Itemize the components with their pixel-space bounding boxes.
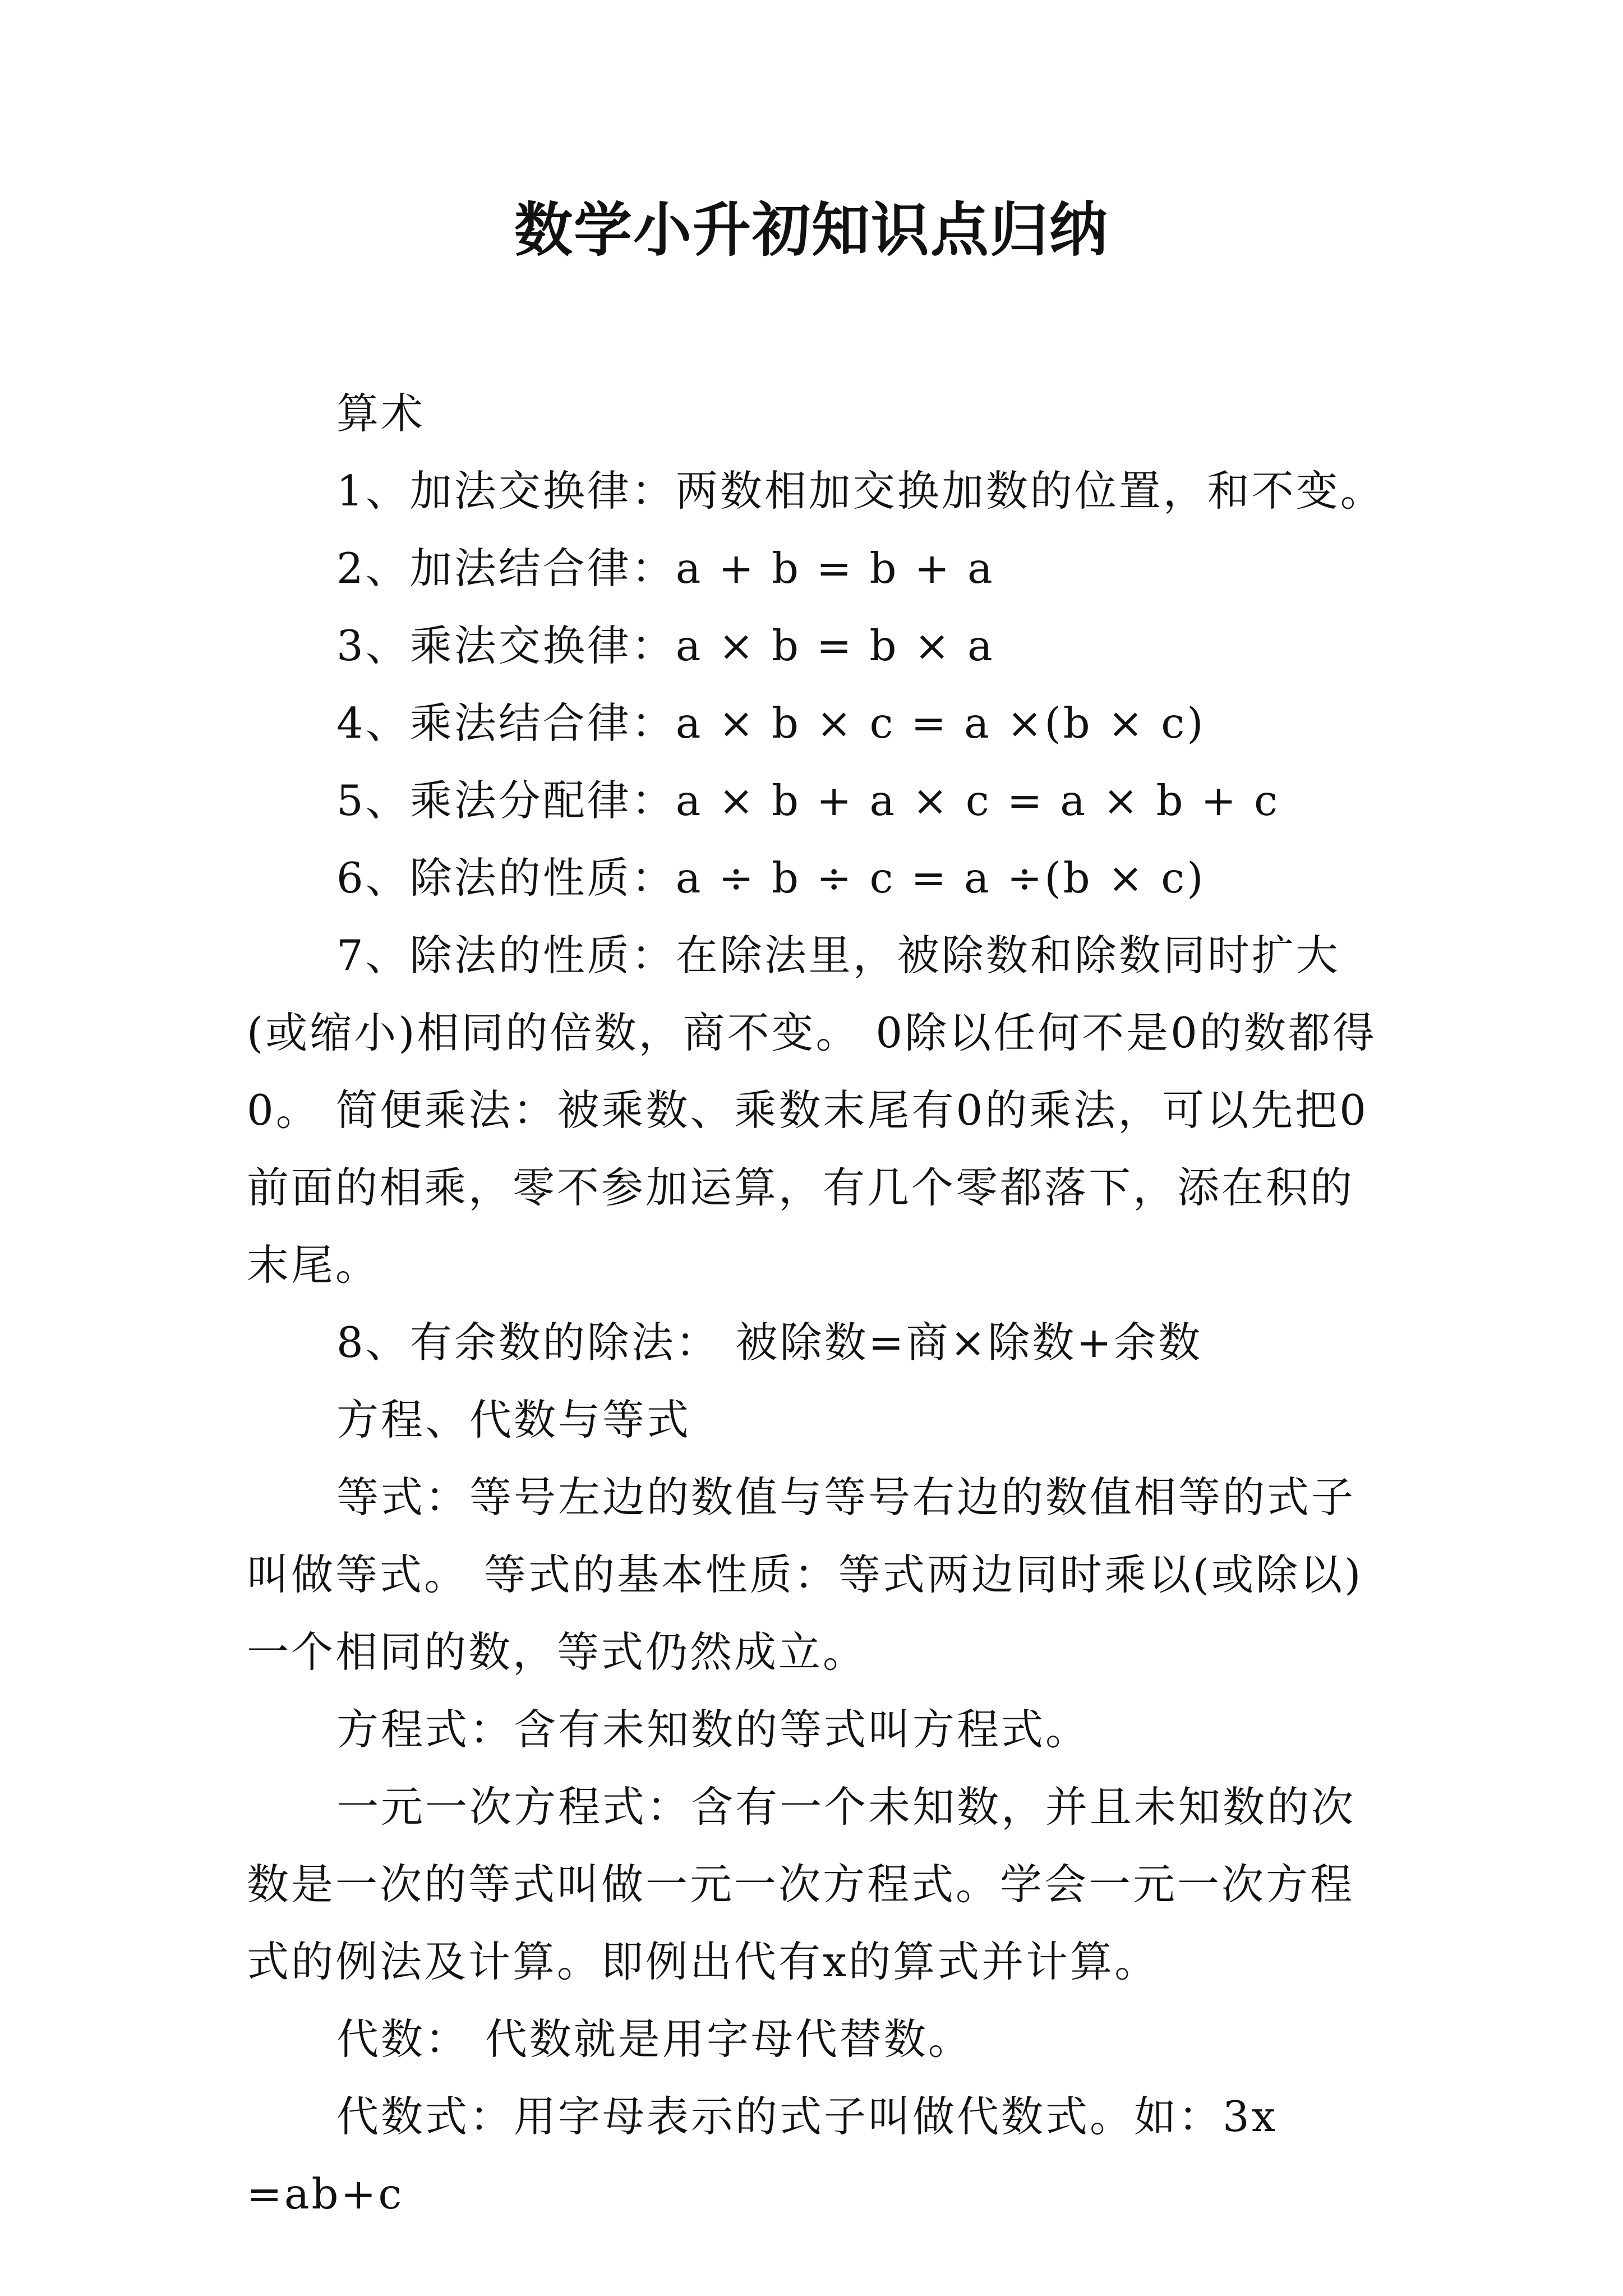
paragraph-addition-associative: 2、加法结合律：a + b = b + a — [336, 544, 995, 593]
document-title: 数学小升初知识点归纳 — [514, 195, 1109, 264]
paragraph-algebraic-expression: 代数式：用字母表示的式子叫做代数式。如：3x =ab+c — [247, 2092, 1293, 2219]
paragraph-algebra: 代数： 代数就是用字母代替数。 — [336, 2014, 972, 2064]
paragraph-multiplication-associative: 4、乘法结合律：a × b × c = a ×(b × c) — [336, 698, 1206, 748]
paragraph-division-property: 6、除法的性质：a ÷ b ÷ c = a ÷(b × c) — [336, 853, 1206, 903]
paragraph-multiplication-distributive: 5、乘法分配律：a × b + a × c = a × b + c — [336, 776, 1280, 825]
section-heading-arithmetic: 算术 — [336, 389, 426, 438]
paragraph-equality: 等式：等号左边的数值与等号右边的数值相等的式子叫做等式。 等式的基本性质：等式两边同时乘以(或除以)一个相同的数，等式仍然成立。 — [247, 1473, 1363, 1677]
paragraph-linear-equation: 一元一次方程式：含有一个未知数，并且未知数的次数是一次的等式叫做一元一次方程式。学会一元一次方程式的例法及计算。即例出代有x的算式并计算。 — [247, 1782, 1356, 1986]
paragraph-multiplication-commutative: 3、乘法交换律：a × b = b × a — [336, 621, 995, 670]
paragraph-addition-commutative: 1、加法交换律：两数相加交换加数的位置，和不变。 — [336, 466, 1385, 516]
paragraph-division-remainder: 8、有余数的除法： 被除数=商×除数+余数 — [336, 1318, 1203, 1367]
section-heading-equations: 方程、代数与等式 — [336, 1395, 691, 1444]
paragraph-division-property-2: 7、除法的性质：在除法里，被除数和除数同时扩大(或缩小)相同的倍数，商不变。 0除以任何不是0的数都得0。 简便乘法：被乘数、乘数末尾有0的乘法，可以先把0前面的相乘，零不参加运算，有几个零都落下，添在积的末尾。 — [247, 931, 1377, 1290]
paragraph-equation: 方程式：含有未知数的等式叫方程式。 — [336, 1705, 1090, 1754]
document-body — [247, 375, 1391, 2233]
